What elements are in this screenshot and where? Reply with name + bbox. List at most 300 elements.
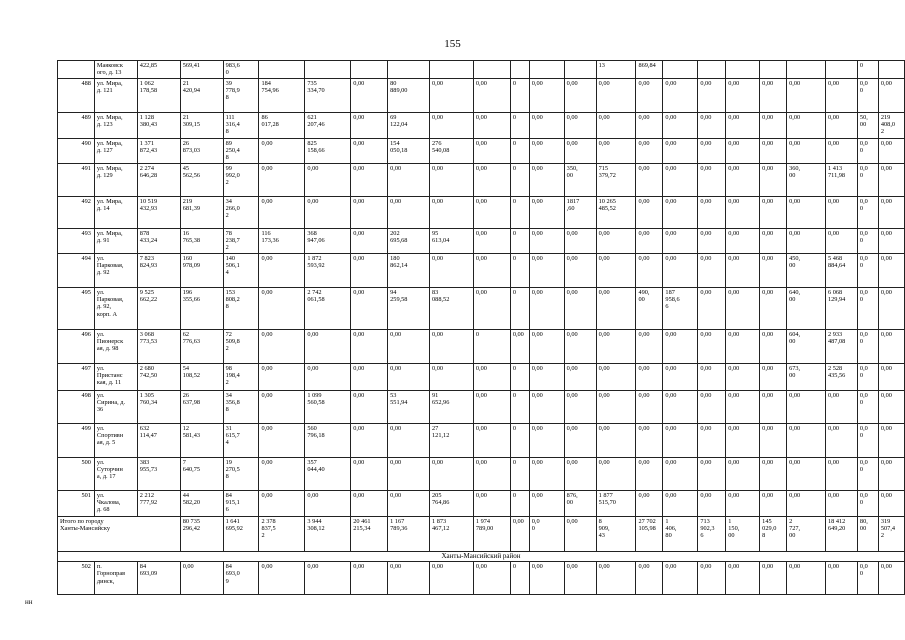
table-cell: 0,00 <box>636 364 663 391</box>
table-cell: 0,00 <box>351 288 388 330</box>
table-cell: 0,00 <box>564 391 596 424</box>
table-cell: 0,00 <box>351 164 388 197</box>
table-cell: 21 309,15 <box>180 113 223 139</box>
table-cell: 0,00 <box>878 491 904 517</box>
table-cell: 2 742 061,58 <box>305 288 351 330</box>
table-cell: 0,00 <box>698 139 726 164</box>
table-cell: 202 695,68 <box>388 229 430 254</box>
table-cell: 0,00 <box>305 562 351 595</box>
table-cell: 0,00 <box>726 391 760 424</box>
table-cell: 0,00 <box>698 197 726 229</box>
table-cell: 80 889,00 <box>388 79 430 113</box>
table-cell: 89 250,4 8 <box>223 139 259 164</box>
table-cell: 0,00 <box>351 458 388 491</box>
table-cell: 0,00 <box>351 254 388 288</box>
table-cell: 219 408,0 2 <box>878 113 904 139</box>
table-cell: 0,00 <box>760 139 787 164</box>
table-cell: 0,00 <box>259 458 305 491</box>
table-cell: 0,00 <box>878 164 904 197</box>
table-cell: 1 406, 80 <box>663 517 698 552</box>
table-cell: 0,00 <box>596 288 636 330</box>
table-cell: 99 992,0 2 <box>223 164 259 197</box>
table-cell: 0,00 <box>826 229 858 254</box>
table-cell: 604, 00 <box>787 330 826 364</box>
table-cell: 0,00 <box>473 391 510 424</box>
table-cell: 1 150, 00 <box>726 517 760 552</box>
table-cell: 0,00 <box>564 254 596 288</box>
table-cell: 0 <box>510 424 529 458</box>
table-cell: 0,00 <box>529 364 564 391</box>
table-cell: 0,00 <box>636 79 663 113</box>
table-cell: 569,41 <box>180 61 223 79</box>
table-cell: 0,00 <box>596 113 636 139</box>
table-cell: 0,00 <box>760 391 787 424</box>
table-cell: 1 872 593,92 <box>305 254 351 288</box>
table-cell: 276 540,08 <box>430 139 474 164</box>
table-cell: 0,00 <box>473 491 510 517</box>
table-cell: 713 902,3 6 <box>698 517 726 552</box>
table-cell: 140 506,1 4 <box>223 254 259 288</box>
table-cell: 0,00 <box>351 139 388 164</box>
table-cell: 0,00 <box>636 458 663 491</box>
row-number: 488 <box>58 79 95 113</box>
table-cell: 0,00 <box>698 391 726 424</box>
table-cell <box>878 61 904 79</box>
table-cell: 1 099 560,58 <box>305 391 351 424</box>
table-cell: 0,00 <box>596 391 636 424</box>
table-cell: 0,00 <box>698 113 726 139</box>
table-cell: 0,00 <box>259 254 305 288</box>
table-cell: 0 <box>510 491 529 517</box>
table-cell: 7 640,75 <box>180 458 223 491</box>
table-cell: 0,00 <box>305 330 351 364</box>
table-cell <box>726 61 760 79</box>
total-row <box>58 517 905 552</box>
table-row <box>58 288 905 330</box>
table-cell: 0,00 <box>564 288 596 330</box>
table-cell: 0,00 <box>878 364 904 391</box>
table-cell: 0,00 <box>663 79 698 113</box>
table-cell: 0,00 <box>529 79 564 113</box>
table-cell: 319 507,4 2 <box>878 517 904 552</box>
address-cell: ул. Мира, д. 127 <box>94 139 137 164</box>
table-cell: 2 212 777,92 <box>137 491 180 517</box>
table-cell: 6 068 129,94 <box>826 288 858 330</box>
table-cell: 0 <box>510 458 529 491</box>
table-cell: 0,00 <box>259 164 305 197</box>
table-cell: 80, 00 <box>857 517 878 552</box>
page-number: 155 <box>444 38 461 50</box>
table-cell: 1 873 467,12 <box>430 517 474 552</box>
table-cell: 0,00 <box>878 330 904 364</box>
table-cell: 878 433,24 <box>137 229 180 254</box>
table-cell: 0,00 <box>726 424 760 458</box>
table-cell: 0,0 0 <box>857 288 878 330</box>
table-cell: 0,00 <box>529 491 564 517</box>
table-cell: 0,00 <box>760 79 787 113</box>
table-cell: 876, 00 <box>564 491 596 517</box>
table-cell: 160 978,09 <box>180 254 223 288</box>
table-cell: 0,00 <box>663 562 698 595</box>
table-row <box>58 562 905 595</box>
table-cell: 0,00 <box>826 113 858 139</box>
address-cell: ул. Парковая, д. 92 <box>94 254 137 288</box>
table-cell: 1 062 178,58 <box>137 79 180 113</box>
table-cell: 0,00 <box>388 458 430 491</box>
table-cell: 0,00 <box>430 79 474 113</box>
address-cell: ул. Мира, д. 121 <box>94 79 137 113</box>
table-cell: 0,00 <box>430 113 474 139</box>
table-cell: 0,00 <box>351 562 388 595</box>
table-cell: 0,00 <box>596 139 636 164</box>
table-cell: 0,00 <box>826 391 858 424</box>
table-cell: 0,00 <box>826 562 858 595</box>
table-cell: 0,00 <box>305 364 351 391</box>
table-cell: 0,00 <box>529 254 564 288</box>
table-cell: 0,00 <box>529 197 564 229</box>
row-number: 491 <box>58 164 95 197</box>
table-cell: 560 796,18 <box>305 424 351 458</box>
table-cell: 0,00 <box>564 113 596 139</box>
table-cell: 0,00 <box>351 391 388 424</box>
table-cell: 0 <box>510 562 529 595</box>
table-cell: 0 <box>510 164 529 197</box>
table-row <box>58 391 905 424</box>
table-cell: 0,00 <box>351 113 388 139</box>
table-cell: 0,0 0 <box>529 517 564 552</box>
table-cell: 0,00 <box>564 330 596 364</box>
table-cell: 0,00 <box>596 79 636 113</box>
table-cell: 180 862,14 <box>388 254 430 288</box>
table-cell: 26 637,98 <box>180 391 223 424</box>
address-cell: ул. Мира, д. 123 <box>94 113 137 139</box>
table-cell: 0,00 <box>826 458 858 491</box>
table-cell: 0,00 <box>698 424 726 458</box>
table-cell: 0,00 <box>430 562 474 595</box>
table-cell: 0,00 <box>564 458 596 491</box>
table-cell <box>510 61 529 79</box>
table-cell: 0,00 <box>663 364 698 391</box>
table-cell: 0,0 0 <box>857 424 878 458</box>
table-cell: 0,00 <box>726 113 760 139</box>
table-cell: 0,00 <box>698 562 726 595</box>
table-cell <box>826 61 858 79</box>
table-cell: 0,00 <box>636 254 663 288</box>
table-cell: 19 270,5 8 <box>223 458 259 491</box>
table-cell: 0,0 0 <box>857 254 878 288</box>
table-cell: 0,00 <box>259 491 305 517</box>
table-cell: 0,00 <box>878 139 904 164</box>
table-cell: 0,00 <box>787 491 826 517</box>
table-cell: 0,00 <box>259 139 305 164</box>
row-number: 498 <box>58 391 95 424</box>
table-cell: 0,00 <box>564 79 596 113</box>
table-cell: 0,00 <box>351 229 388 254</box>
table-cell <box>259 61 305 79</box>
table-cell: 0,00 <box>826 197 858 229</box>
table-cell: 0,00 <box>726 288 760 330</box>
table-cell: 0,00 <box>760 330 787 364</box>
table-cell: 0,00 <box>698 330 726 364</box>
row-number: 501 <box>58 491 95 517</box>
table-cell: 154 050,18 <box>388 139 430 164</box>
table-cell <box>698 61 726 79</box>
table-cell: 0,00 <box>726 229 760 254</box>
table-cell: 0,00 <box>430 197 474 229</box>
table-cell: 0,00 <box>564 562 596 595</box>
table-cell: 0,00 <box>787 79 826 113</box>
table-cell: 0,00 <box>787 229 826 254</box>
table-cell: 450, 00 <box>787 254 826 288</box>
table-cell: 0,00 <box>430 330 474 364</box>
table-cell: 0,00 <box>388 330 430 364</box>
table-cell: 53 551,94 <box>388 391 430 424</box>
table-cell: 39 778,9 8 <box>223 79 259 113</box>
table-cell: 0,00 <box>787 197 826 229</box>
table-cell <box>787 61 826 79</box>
table-cell: 0,00 <box>636 424 663 458</box>
table-cell: 673, 00 <box>787 364 826 391</box>
table-cell: 0,00 <box>878 229 904 254</box>
table-cell: 27 702 105,98 <box>636 517 663 552</box>
address-cell: ул. Мира, д. 14 <box>94 197 137 229</box>
table-cell: 0,00 <box>636 491 663 517</box>
table-cell: 184 754,96 <box>259 79 305 113</box>
table-row <box>58 164 905 197</box>
table-cell: 357 044,40 <box>305 458 351 491</box>
table-cell: 0,00 <box>473 164 510 197</box>
table-cell: 0,00 <box>787 458 826 491</box>
table-cell: 91 652,96 <box>430 391 474 424</box>
table-cell: 0,00 <box>305 164 351 197</box>
table-row <box>58 197 905 229</box>
table-cell: 0,00 <box>529 288 564 330</box>
table-cell: 0,00 <box>787 139 826 164</box>
table-cell: 0,00 <box>663 139 698 164</box>
table-cell: 80 735 296,42 <box>180 517 223 552</box>
table-cell: 0,00 <box>473 458 510 491</box>
row-number: 494 <box>58 254 95 288</box>
table-row <box>58 491 905 517</box>
table-cell: 0,00 <box>636 197 663 229</box>
address-cell: ул. Мира, д. 91 <box>94 229 137 254</box>
table-cell: 1 877 515,70 <box>596 491 636 517</box>
table-cell: 0,00 <box>878 197 904 229</box>
table-cell: 5 468 884,64 <box>826 254 858 288</box>
table-cell: 0,00 <box>760 229 787 254</box>
table-cell: 0,00 <box>636 229 663 254</box>
address-cell: ул. Суторчин а, д. 17 <box>94 458 137 491</box>
table-cell: 20 461 215,34 <box>351 517 388 552</box>
table-cell: 205 764,86 <box>430 491 474 517</box>
table-cell: 0,00 <box>760 562 787 595</box>
table-cell: 1 167 789,36 <box>388 517 430 552</box>
table-row <box>58 79 905 113</box>
row-number: 493 <box>58 229 95 254</box>
table-cell <box>564 61 596 79</box>
table-cell: 0 <box>510 254 529 288</box>
table-cell: 0,00 <box>596 424 636 458</box>
table-row <box>58 113 905 139</box>
table-row <box>58 229 905 254</box>
table-cell: 0,00 <box>663 424 698 458</box>
table-cell: 0 <box>510 113 529 139</box>
table-cell: 69 122,04 <box>388 113 430 139</box>
table-cell: 0,00 <box>760 113 787 139</box>
table-cell: 95 613,04 <box>430 229 474 254</box>
table-cell: 0,00 <box>878 391 904 424</box>
table-cell: 0,00 <box>473 254 510 288</box>
table-cell <box>430 61 474 79</box>
table-cell: 111 316,4 8 <box>223 113 259 139</box>
table-cell: 0,0 0 <box>857 79 878 113</box>
table-cell: 18 412 649,20 <box>826 517 858 552</box>
table-cell: 2 933 487,08 <box>826 330 858 364</box>
table-cell: 0,00 <box>878 79 904 113</box>
table-cell: 2 274 646,28 <box>137 164 180 197</box>
table-cell: 10 265 485,52 <box>596 197 636 229</box>
table-cell: 0,00 <box>698 458 726 491</box>
table-cell: 12 581,43 <box>180 424 223 458</box>
table-cell: 116 173,36 <box>259 229 305 254</box>
table-cell: 0,00 <box>473 562 510 595</box>
table-cell: 350, 00 <box>564 164 596 197</box>
table-cell: 84 915,1 6 <box>223 491 259 517</box>
table-cell <box>351 61 388 79</box>
table-cell: 0 <box>510 229 529 254</box>
table-cell: 383 955,73 <box>137 458 180 491</box>
table-cell: 2 528 435,56 <box>826 364 858 391</box>
table-cell: 0 <box>473 330 510 364</box>
table-cell: 0,00 <box>636 139 663 164</box>
table-cell: 0,0 0 <box>857 164 878 197</box>
table-cell: 98 198,4 2 <box>223 364 259 391</box>
table-cell: 0,00 <box>388 164 430 197</box>
table-cell: 0,00 <box>760 424 787 458</box>
table-cell: 0,00 <box>430 458 474 491</box>
table-cell: 0,00 <box>826 424 858 458</box>
table-cell: 422,85 <box>137 61 180 79</box>
table-cell: 735 334,70 <box>305 79 351 113</box>
table-cell: 0,00 <box>663 254 698 288</box>
table-cell: 0,00 <box>698 364 726 391</box>
table-cell: 0,00 <box>388 562 430 595</box>
table-cell: 84 693,09 <box>137 562 180 595</box>
table-cell: 1 641 695,92 <box>223 517 259 552</box>
table-cell: 13 <box>596 61 636 79</box>
table-cell: 0,00 <box>473 79 510 113</box>
table-cell: 62 776,63 <box>180 330 223 364</box>
table-cell: 0,00 <box>760 254 787 288</box>
table-cell: 0,00 <box>351 197 388 229</box>
table-cell: 0,00 <box>259 330 305 364</box>
address-cell: п. Горноправ динск, <box>94 562 137 595</box>
row-number: 496 <box>58 330 95 364</box>
table-cell: 0,00 <box>726 254 760 288</box>
table-cell: 83 088,52 <box>430 288 474 330</box>
table-cell: 0,00 <box>787 424 826 458</box>
table-cell: 490, 00 <box>636 288 663 330</box>
table-cell: 0,00 <box>596 330 636 364</box>
table-cell: 0,00 <box>726 458 760 491</box>
table-cell: 86 017,28 <box>259 113 305 139</box>
table-cell: 0,00 <box>636 164 663 197</box>
table-cell: 0,00 <box>726 330 760 364</box>
table-cell: 34 266,0 2 <box>223 197 259 229</box>
table-cell: 31 615,7 4 <box>223 424 259 458</box>
row-number: 500 <box>58 458 95 491</box>
table-cell: 0,00 <box>636 330 663 364</box>
table-cell: 0,0 0 <box>857 391 878 424</box>
table-cell: 78 238,7 2 <box>223 229 259 254</box>
table-cell: 0,00 <box>510 517 529 552</box>
table-cell: 50, 00 <box>857 113 878 139</box>
table-cell: 145 029,0 8 <box>760 517 787 552</box>
table-cell: 0,00 <box>698 164 726 197</box>
table-cell: 0,00 <box>663 164 698 197</box>
table-cell: 0,00 <box>529 458 564 491</box>
table-cell: 0,00 <box>726 79 760 113</box>
table-cell: 0,0 0 <box>857 330 878 364</box>
table-cell: 0,00 <box>351 491 388 517</box>
total-label: Итого по городу Ханты-Мансийску <box>58 517 181 552</box>
section-title: Ханты-Мансийский район <box>58 552 905 562</box>
table-cell <box>305 61 351 79</box>
table-cell: 3 944 308,12 <box>305 517 351 552</box>
table-cell: 1817 ,60 <box>564 197 596 229</box>
table-cell: 16 765,38 <box>180 229 223 254</box>
table-cell: 0,00 <box>636 562 663 595</box>
table-cell: 360, 00 <box>787 164 826 197</box>
table-cell: 34 356,8 8 <box>223 391 259 424</box>
table-cell: 0,00 <box>473 113 510 139</box>
table-cell: 0,0 0 <box>857 458 878 491</box>
table-cell: 44 582,20 <box>180 491 223 517</box>
table-cell: 0,00 <box>698 254 726 288</box>
table-cell: 0,00 <box>826 491 858 517</box>
table-cell: 0,00 <box>259 364 305 391</box>
table-cell: 0,00 <box>726 139 760 164</box>
table-cell: 0 <box>510 364 529 391</box>
table-cell: 0,00 <box>760 288 787 330</box>
address-cell: ул. Чкалова, д. 68 <box>94 491 137 517</box>
table-cell: 0,00 <box>529 229 564 254</box>
table-cell: 0,00 <box>473 139 510 164</box>
table-cell: 0,0 0 <box>857 139 878 164</box>
row-number: 499 <box>58 424 95 458</box>
table-cell: 0,00 <box>259 197 305 229</box>
table-cell: 21 420,94 <box>180 79 223 113</box>
table-cell: 632 114,47 <box>137 424 180 458</box>
table-cell: 0,00 <box>826 79 858 113</box>
table-cell: 825 158,66 <box>305 139 351 164</box>
table-cell: 715 379,72 <box>596 164 636 197</box>
table-cell: 0,00 <box>259 391 305 424</box>
table-cell: 0,00 <box>878 254 904 288</box>
table-cell: 0,00 <box>663 197 698 229</box>
table-cell: 0,00 <box>596 254 636 288</box>
table-cell: 869,84 <box>636 61 663 79</box>
table-cell <box>529 61 564 79</box>
table-cell: 7 823 824,93 <box>137 254 180 288</box>
table-cell: 0,0 0 <box>857 562 878 595</box>
table-cell: 0,00 <box>698 491 726 517</box>
table-cell: 0,00 <box>564 364 596 391</box>
row-number: 497 <box>58 364 95 391</box>
table-cell: 2 378 837,5 2 <box>259 517 305 552</box>
table-cell: 0 <box>857 61 878 79</box>
table-cell: 84 693,0 9 <box>223 562 259 595</box>
